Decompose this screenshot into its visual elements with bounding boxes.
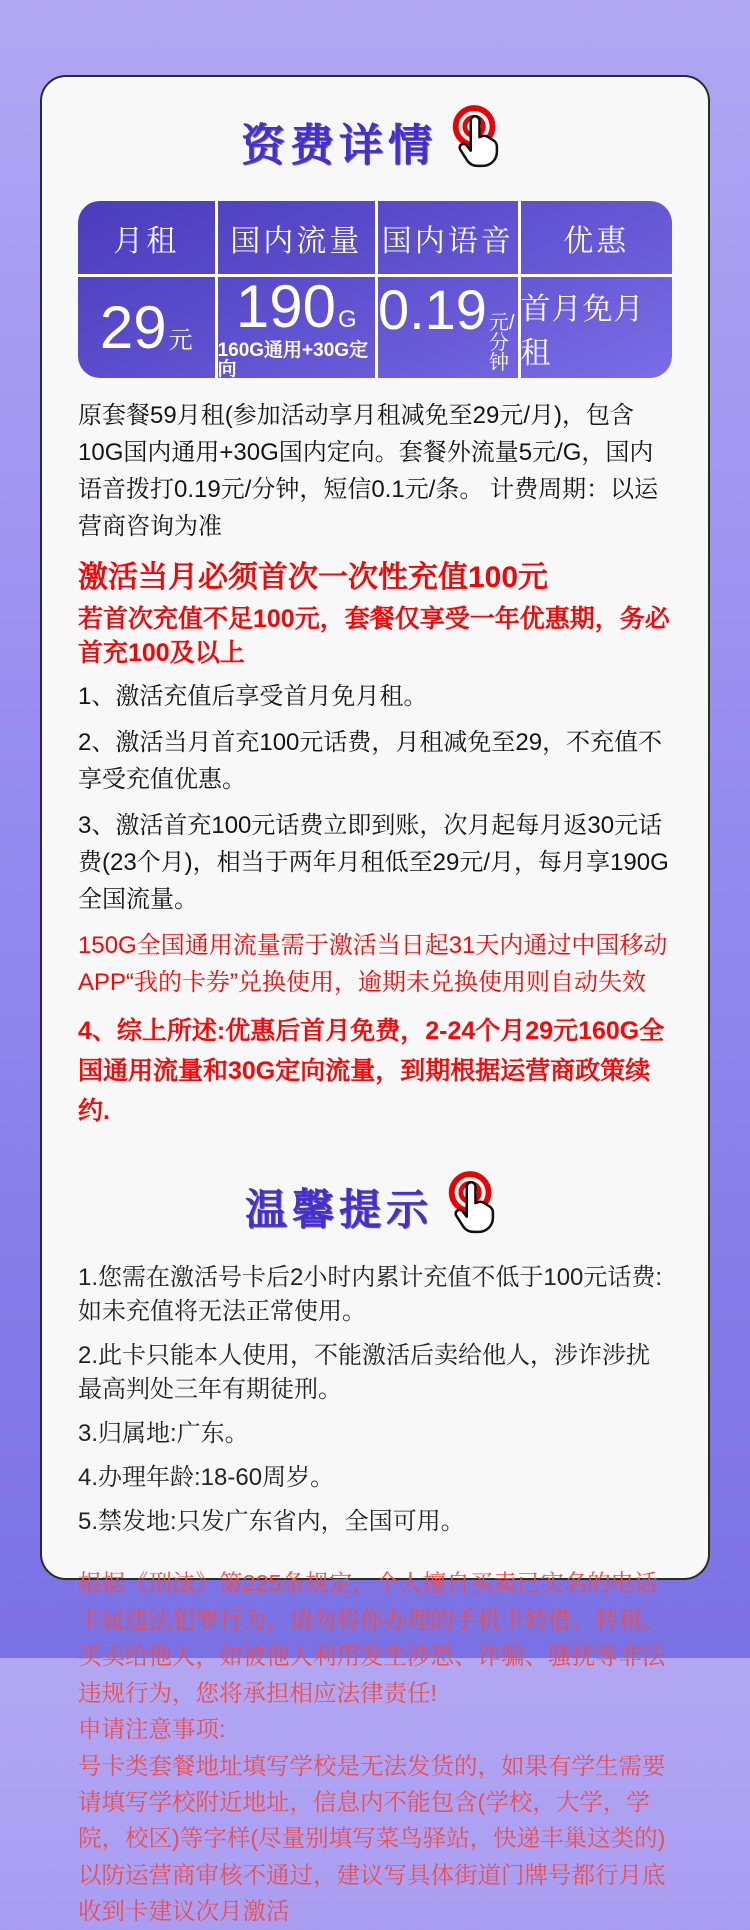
promo-card xyxy=(40,75,710,1925)
coupon-warning: 150G全国通用流量需于激活当日起31天内通过中国移动APP“我的卡券”兑换使用，逾期未兑换使用则自动失效 xyxy=(78,932,668,996)
legal-notice-block xyxy=(78,1565,672,1929)
tap-hand-icon xyxy=(443,1169,505,1245)
discount-label: 首月免月租 xyxy=(520,292,645,370)
tip-item-5: 5.禁发地:只发广东省内，全国可用。 xyxy=(78,1508,465,1536)
cell-monthly-fee xyxy=(78,277,218,378)
tip-item-1: 1.您需在激活号卡后2小时内累计充值不低于100元话费:如未充值将无法正常使用。 xyxy=(78,1263,663,1326)
plan-table xyxy=(78,201,672,378)
plan-summary: 4、综上所述:优惠后首月免费，2-24个月29元160G全国通用流量和30G定向流量，到期根据运营商政策续约. xyxy=(78,1016,665,1125)
apply-note: 号卡类套餐地址填写学校是无法发货的，如果有学生需要请填写学校附近地址，信息内不能包含(学校，大学，学院，校区)等字样(尽量别填写菜鸟驿站，快递丰巢这类的)以防运营商审核不通过，建议写具体街道门牌号都行月底收到卡建议次月激活 xyxy=(78,1752,666,1925)
recharge-note: 若首次充值不足100元，套餐仅享受一年优惠期，务必首充100及以上 xyxy=(78,604,670,667)
plan-intro-text: 原套餐59月租(参加活动享月租减免至29元/月)，包含10G国内通用+30G国内定向。套餐外流量5元/G，国内语音拨打0.19元/分钟，短信0.1元/条。 计费周期：以运营商咨询为准 xyxy=(78,402,659,540)
tip-item-3: 3.归属地:广东。 xyxy=(78,1420,249,1448)
tap-hand-icon xyxy=(447,103,509,179)
cell-data xyxy=(217,272,378,380)
tips-list xyxy=(78,1261,672,1540)
voice-unit: 元/分钟 xyxy=(488,312,515,374)
recharge-headline: 激活当月必须首次一次性充值100元 xyxy=(78,560,549,594)
apply-title: 申请注意事项: xyxy=(78,1716,226,1743)
cell-discount xyxy=(521,277,672,378)
rule-item-2: 2、激活当月首充100元话费，月租减免至29，不充值不享受充值优惠。 xyxy=(78,729,663,794)
voice-value: 0.19 xyxy=(377,278,487,341)
monthly-fee-unit: 元 xyxy=(168,326,193,354)
tariff-title: 资费详情 xyxy=(241,121,437,170)
rule-item-1: 1、激活充值后享受首月免月租。 xyxy=(78,683,428,711)
cell-voice xyxy=(378,277,521,378)
table-header-voice: 国内语音 xyxy=(378,201,521,277)
rule-item-3: 3、激活首充100元话费立即到账，次月起每月返30元话费(23个月)，相当于两年月租低至29元/月，每月享190G全国流量。 xyxy=(78,812,669,914)
legal-text: 根据《刑法》第225条规定，个人擅自买卖已实名的电话卡属违法犯罪行为，请勿将你办理的手机卡转借、转租、买卖给他人，如被他人利用发生涉恐、诈骗、骚扰等非法违规行为，您将承担相应法律责任! xyxy=(78,1570,666,1706)
data-sub-label: 160G通用+30G定向 xyxy=(217,339,369,380)
tip-item-4: 4.办理年龄:18-60周岁。 xyxy=(78,1464,335,1492)
table-header-discount: 优惠 xyxy=(521,201,672,277)
table-header-monthly-fee: 月租 xyxy=(78,201,218,277)
data-value: 190 xyxy=(235,272,336,340)
data-unit: G xyxy=(337,305,357,333)
table-header-data: 国内流量 xyxy=(218,201,378,277)
tips-title-row xyxy=(78,1169,672,1245)
tariff-title-row xyxy=(78,103,672,179)
tip-item-2: 2.此卡只能本人使用，不能激活后卖给他人，涉诈涉扰最高判处三年有期徒刑。 xyxy=(78,1342,651,1404)
monthly-fee-value: 29 xyxy=(99,293,167,361)
tips-title: 温馨提示 xyxy=(244,1185,433,1233)
